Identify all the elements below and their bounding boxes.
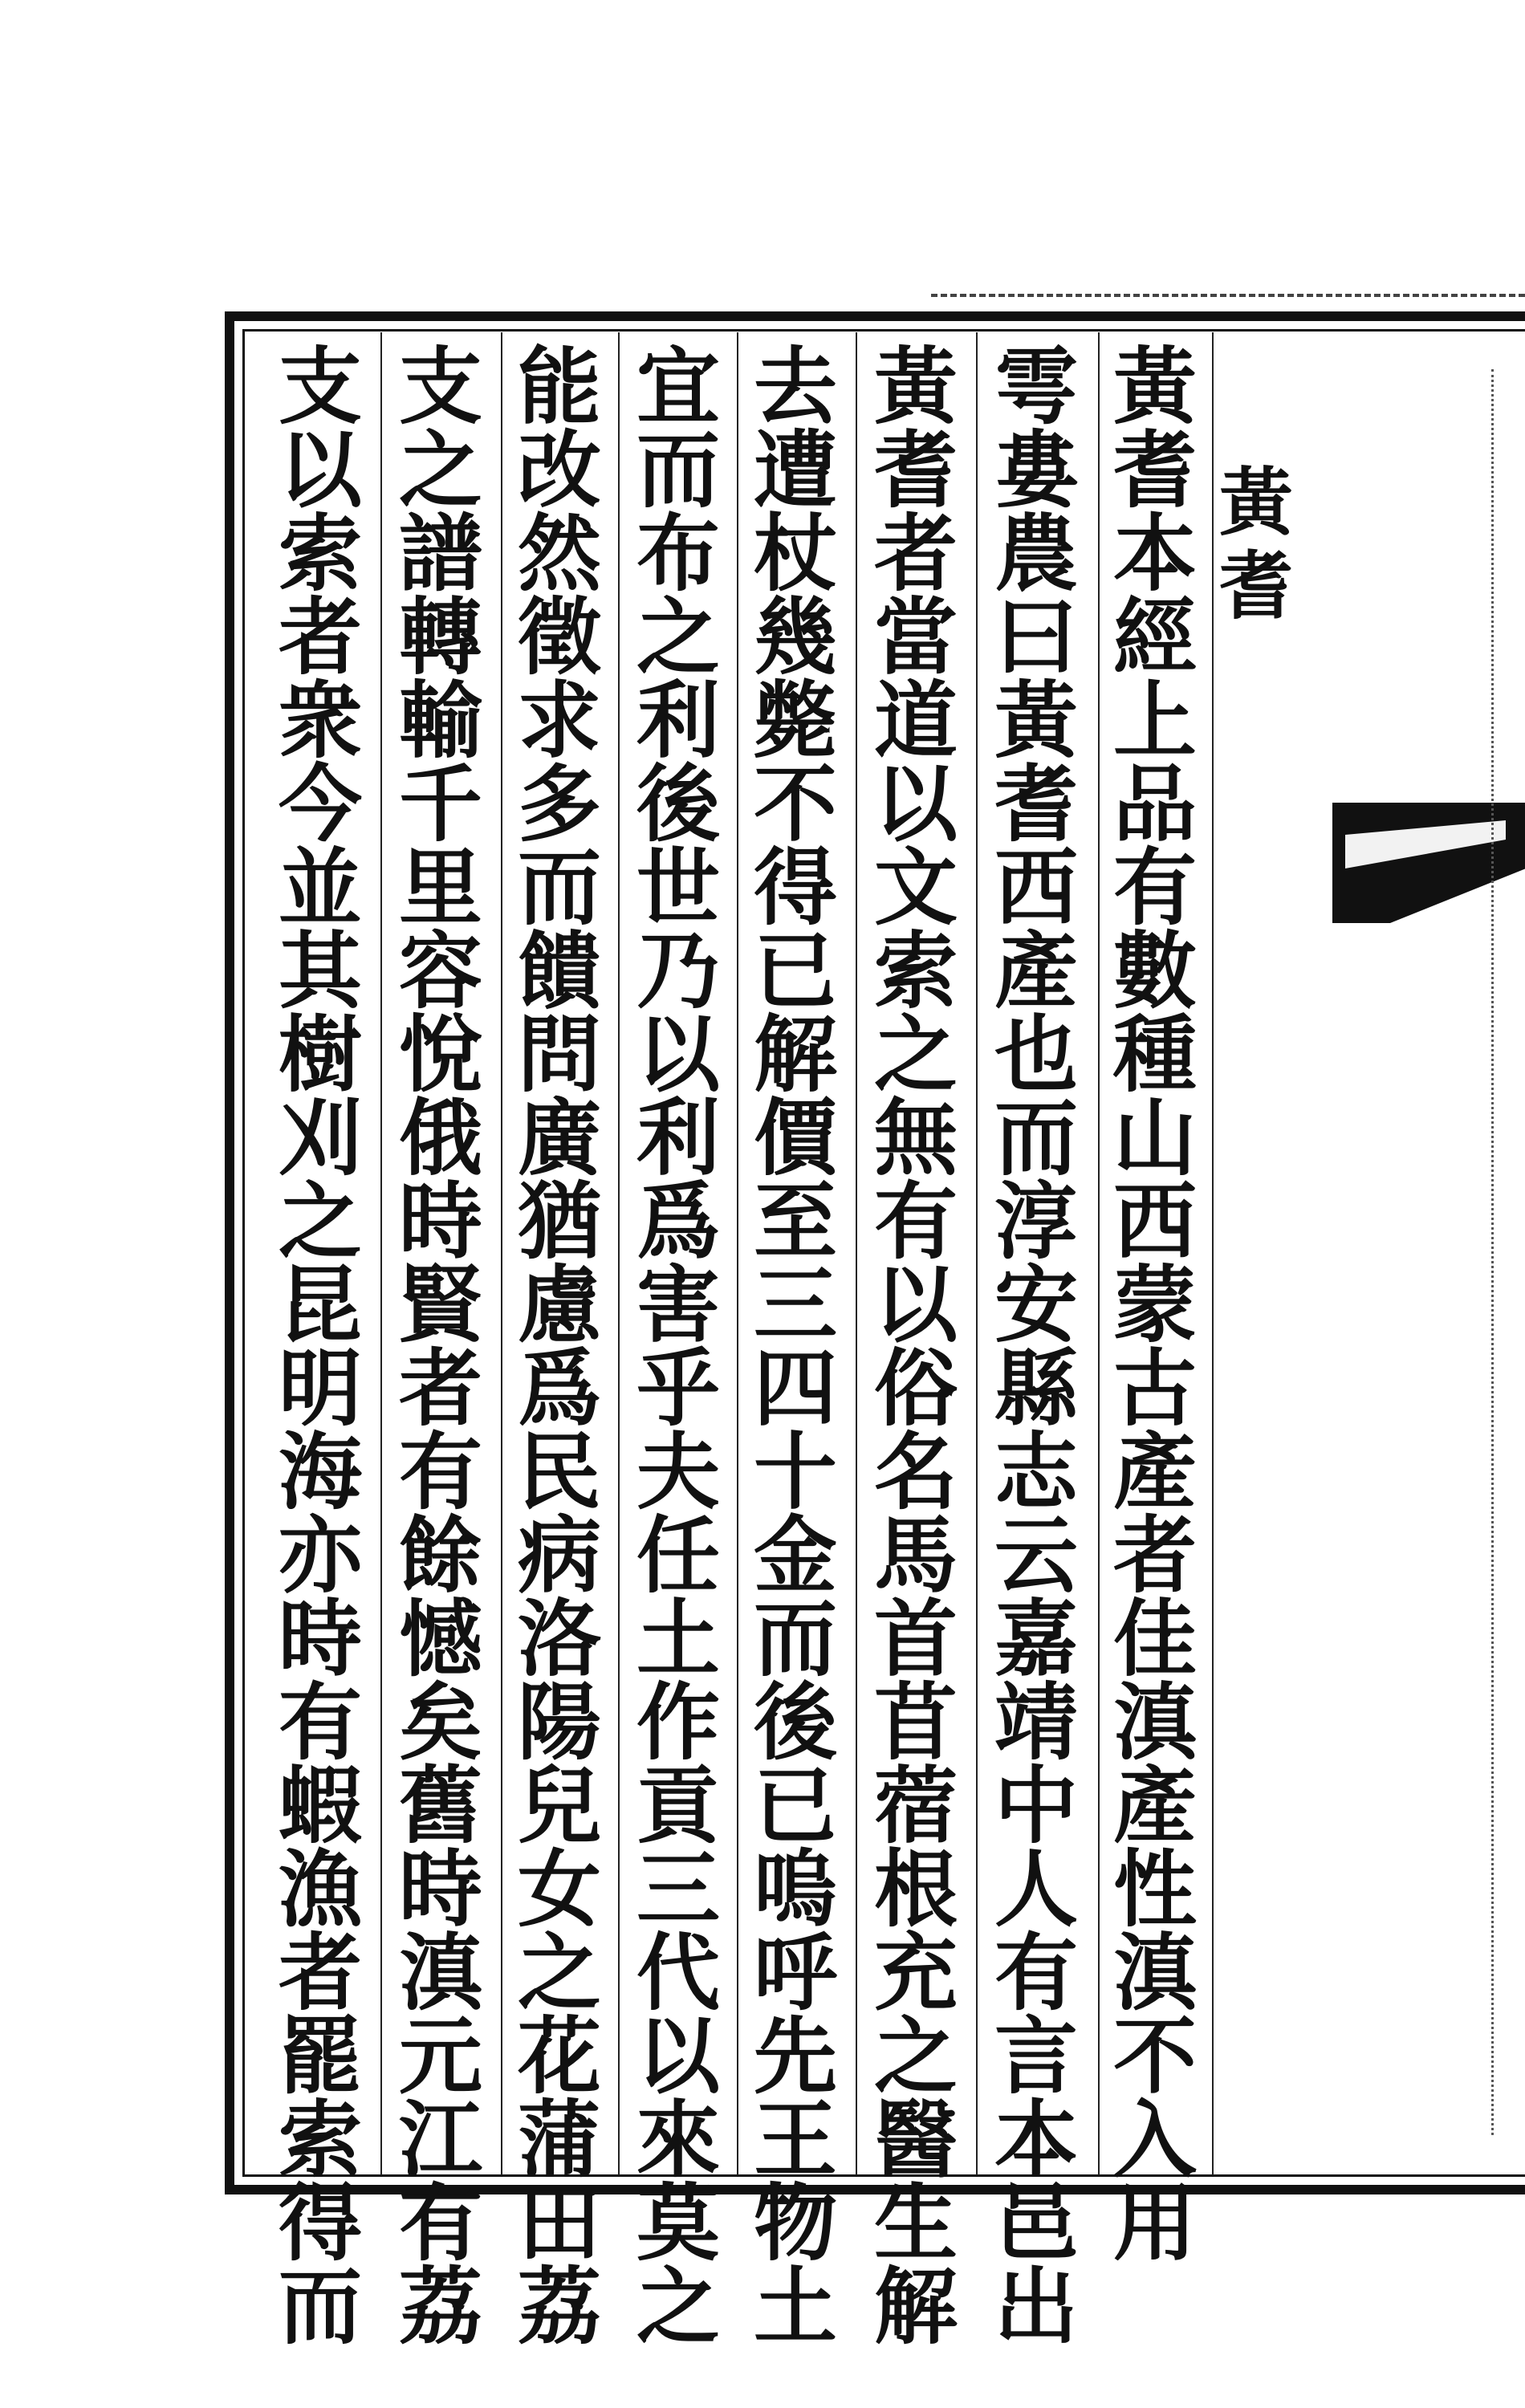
text-char: 之	[873, 1005, 958, 1104]
text-char: 土	[636, 1589, 720, 1688]
text-char: 本	[994, 2090, 1078, 2189]
text-char: 用	[1112, 2174, 1197, 2272]
text-char: 任	[636, 1506, 720, 1605]
text-char: 猶	[517, 1172, 601, 1271]
text-char: 滇	[1112, 1923, 1197, 2022]
text-char: 荔	[517, 2257, 601, 2356]
text-char: 譜	[398, 504, 482, 603]
text-char: 世	[636, 838, 720, 937]
text-char: 金	[753, 1506, 837, 1605]
text-char: 三	[636, 1840, 720, 1938]
text-char: 今	[278, 755, 362, 853]
text-char: 者	[1112, 1506, 1197, 1605]
text-char: 耆	[1112, 421, 1197, 519]
text-char: 以	[636, 2007, 720, 2105]
text-char: 名	[873, 1422, 958, 1521]
text-char: 轉	[398, 588, 482, 686]
text-char: 當	[873, 588, 958, 686]
text-char: 產	[994, 921, 1078, 1020]
text-char: 有	[994, 1923, 1078, 2022]
column-rule	[501, 332, 502, 2175]
text-char: 言	[994, 2007, 1078, 2105]
text-char: 根	[873, 1840, 958, 1938]
text-char: 至	[753, 1172, 837, 1271]
text-char: 然	[517, 504, 601, 603]
title-char: 黃	[1218, 459, 1293, 546]
text-char: 爲	[636, 1172, 720, 1271]
text-char: 害	[636, 1255, 720, 1354]
text-column-8	[268, 337, 372, 2356]
text-char: 洛	[517, 1589, 601, 1688]
text-char: 有	[278, 1673, 362, 1771]
text-char: 千	[398, 755, 482, 853]
text-char: 廣	[517, 1088, 601, 1187]
text-char: 遭	[753, 421, 837, 519]
column-rule	[1098, 332, 1100, 2175]
text-char: 而	[753, 1589, 837, 1688]
text-char: 十	[753, 1422, 837, 1521]
text-char: 以	[873, 755, 958, 853]
text-char: 蒙	[1112, 1255, 1197, 1354]
text-char: 者	[873, 504, 958, 603]
text-char: 物	[753, 2174, 837, 2272]
text-char: 支	[278, 337, 362, 436]
text-char: 者	[278, 1923, 362, 2022]
text-char: 容	[398, 921, 482, 1020]
text-char: 樹	[278, 1005, 362, 1104]
text-char: 經	[1112, 588, 1197, 686]
text-char: 陽	[517, 1673, 601, 1771]
text-char: 賢	[398, 1255, 482, 1354]
text-char: 不	[753, 755, 837, 853]
text-char: 杖	[753, 504, 837, 603]
text-char: 產	[1112, 1756, 1197, 1855]
text-char: 解	[753, 1005, 837, 1104]
text-char: 之	[636, 588, 720, 686]
text-char: 俄	[398, 1088, 482, 1187]
text-char: 時	[278, 1589, 362, 1688]
text-char: 云	[994, 1506, 1078, 1605]
text-char: 之	[517, 1923, 601, 2022]
page-edge-noise	[931, 294, 1525, 305]
text-column-3	[864, 337, 968, 2356]
text-char: 民	[517, 1422, 601, 1521]
title-char: 耆	[1218, 543, 1293, 629]
text-char: 也	[994, 1005, 1078, 1104]
text-column-4	[743, 337, 848, 2356]
text-char: 饋	[517, 921, 601, 1020]
text-char: 貢	[636, 1756, 720, 1855]
text-char: 去	[753, 337, 837, 436]
text-char: 有	[398, 2174, 482, 2272]
text-char: 並	[278, 838, 362, 937]
text-char: 而	[278, 2257, 362, 2356]
text-char: 田	[517, 2174, 601, 2272]
text-char: 得	[278, 2174, 362, 2272]
text-char: 道	[873, 671, 958, 770]
text-char: 斃	[753, 671, 837, 770]
text-char: 先	[753, 2007, 837, 2105]
text-char: 婁	[994, 421, 1078, 519]
text-char: 文	[873, 838, 958, 937]
text-char: 時	[398, 1840, 482, 1938]
text-char: 滇	[398, 1923, 482, 2022]
text-char: 而	[517, 838, 601, 937]
text-char: 佳	[1112, 1589, 1197, 1688]
text-char: 黃	[873, 337, 958, 436]
text-char: 宜	[636, 337, 720, 436]
text-char: 以	[873, 1255, 958, 1354]
text-char: 西	[994, 838, 1078, 937]
text-column-1	[1103, 337, 1207, 2272]
text-char: 昆	[278, 1255, 362, 1354]
column-rule	[380, 332, 382, 2175]
text-column-7	[388, 337, 493, 2356]
text-char: 夫	[636, 1422, 720, 1521]
text-char: 蓿	[873, 1756, 958, 1855]
text-char: 有	[873, 1172, 958, 1271]
text-char: 本	[1112, 504, 1197, 603]
text-char: 作	[636, 1673, 720, 1771]
text-column-2	[984, 337, 1088, 2356]
text-char: 黃	[1112, 337, 1197, 436]
text-char: 農	[994, 504, 1078, 603]
text-char: 慮	[517, 1255, 601, 1354]
text-char: 俗	[873, 1339, 958, 1438]
text-char: 刈	[278, 1088, 362, 1187]
text-char: 古	[1112, 1339, 1197, 1438]
text-char: 乎	[636, 1339, 720, 1438]
text-char: 志	[994, 1422, 1078, 1521]
text-char: 布	[636, 504, 720, 603]
text-char: 出	[994, 2257, 1078, 2356]
text-char: 之	[398, 421, 482, 519]
column-rule	[618, 332, 620, 2175]
text-char: 有	[1112, 838, 1197, 937]
text-char: 人	[994, 1840, 1078, 1938]
text-char: 利	[636, 671, 720, 770]
text-char: 苜	[873, 1673, 958, 1771]
text-char: 無	[873, 1088, 958, 1187]
text-char: 數	[1112, 921, 1197, 1020]
text-char: 能	[517, 337, 601, 436]
text-char: 漁	[278, 1840, 362, 1938]
text-char: 時	[398, 1172, 482, 1271]
text-char: 首	[873, 1589, 958, 1688]
text-char: 亦	[278, 1506, 362, 1605]
text-char: 三	[753, 1255, 837, 1354]
text-char: 淳	[994, 1172, 1078, 1271]
text-char: 性	[1112, 1840, 1197, 1938]
text-char: 改	[517, 421, 601, 519]
text-char: 充	[873, 1923, 958, 2022]
text-char: 有	[398, 1422, 482, 1521]
text-char: 徵	[517, 588, 601, 686]
text-char: 之	[278, 1172, 362, 1271]
text-char: 入	[1112, 2090, 1197, 2189]
text-char: 土	[753, 2257, 837, 2356]
text-char: 不	[1112, 2007, 1197, 2105]
text-char: 西	[1112, 1172, 1197, 1271]
text-char: 索	[278, 504, 362, 603]
text-char: 支	[398, 337, 482, 436]
text-char: 衆	[278, 671, 362, 770]
text-char: 乃	[636, 921, 720, 1020]
text-char: 之	[636, 2257, 720, 2356]
text-char: 莫	[636, 2174, 720, 2272]
text-char: 耆	[873, 421, 958, 519]
text-char: 上	[1112, 671, 1197, 770]
text-char: 悅	[398, 1005, 482, 1104]
text-char: 幾	[753, 588, 837, 686]
text-char: 邑	[994, 2174, 1078, 2272]
text-char: 爲	[517, 1339, 601, 1438]
column-rule	[976, 332, 978, 2175]
column-rule	[856, 332, 857, 2175]
text-char: 縣	[994, 1339, 1078, 1438]
text-char: 雩	[994, 337, 1078, 436]
text-char: 耆	[994, 755, 1078, 853]
text-char: 代	[636, 1923, 720, 2022]
column-rule	[737, 332, 738, 2175]
text-char: 安	[994, 1255, 1078, 1354]
text-char: 價	[753, 1088, 837, 1187]
text-char: 四	[753, 1339, 837, 1438]
text-char: 兒	[517, 1756, 601, 1855]
text-char: 海	[278, 1422, 362, 1521]
text-char: 而	[994, 1088, 1078, 1187]
text-char: 之	[873, 2007, 958, 2105]
text-char: 呼	[753, 1923, 837, 2022]
text-char: 索	[278, 2090, 362, 2189]
text-char: 解	[873, 2257, 958, 2356]
text-char: 問	[517, 1005, 601, 1104]
text-char: 嗚	[753, 1840, 837, 1938]
text-char: 產	[1112, 1422, 1197, 1521]
text-char: 索	[873, 921, 958, 1020]
text-char: 曰	[994, 588, 1078, 686]
text-char: 種	[1112, 1005, 1197, 1104]
text-char: 花	[517, 2007, 601, 2105]
text-char: 已	[753, 921, 837, 1020]
text-char: 以	[636, 1005, 720, 1104]
text-char: 來	[636, 2090, 720, 2189]
text-char: 舊	[398, 1756, 482, 1855]
text-column-5	[626, 337, 730, 2356]
text-char: 以	[278, 421, 362, 519]
text-char: 女	[517, 1840, 601, 1938]
text-char: 江	[398, 2090, 482, 2189]
text-char: 生	[873, 2174, 958, 2272]
text-char: 山	[1112, 1088, 1197, 1187]
text-char: 其	[278, 921, 362, 1020]
text-char: 者	[398, 1339, 482, 1438]
text-char: 王	[753, 2090, 837, 2189]
text-char: 已	[753, 1756, 837, 1855]
text-char: 後	[636, 755, 720, 853]
title-column	[1208, 459, 1304, 633]
text-char: 荔	[398, 2257, 482, 2356]
text-char: 者	[278, 588, 362, 686]
text-char: 里	[398, 838, 482, 937]
text-char: 後	[753, 1673, 837, 1771]
text-char: 輸	[398, 671, 482, 770]
text-char: 靖	[994, 1673, 1078, 1771]
text-char: 蒲	[517, 2090, 601, 2189]
text-char: 得	[753, 838, 837, 937]
text-char: 求	[517, 671, 601, 770]
fore-edge-marks	[1491, 369, 1518, 2135]
text-char: 矣	[398, 1673, 482, 1771]
text-char: 多	[517, 755, 601, 853]
text-char: 品	[1112, 755, 1197, 853]
text-char: 馬	[873, 1506, 958, 1605]
text-char: 蝦	[278, 1756, 362, 1855]
text-char: 黃	[994, 671, 1078, 770]
text-char: 嘉	[994, 1589, 1078, 1688]
text-char: 病	[517, 1506, 601, 1605]
text-char: 中	[994, 1756, 1078, 1855]
text-char: 醫	[873, 2090, 958, 2189]
text-char: 而	[636, 421, 720, 519]
text-char: 罷	[278, 2007, 362, 2105]
text-char: 餘	[398, 1506, 482, 1605]
text-char: 滇	[1112, 1673, 1197, 1771]
text-char: 憾	[398, 1589, 482, 1688]
text-char: 利	[636, 1088, 720, 1187]
text-column-6	[507, 337, 612, 2356]
text-char: 明	[278, 1339, 362, 1438]
text-char: 元	[398, 2007, 482, 2105]
